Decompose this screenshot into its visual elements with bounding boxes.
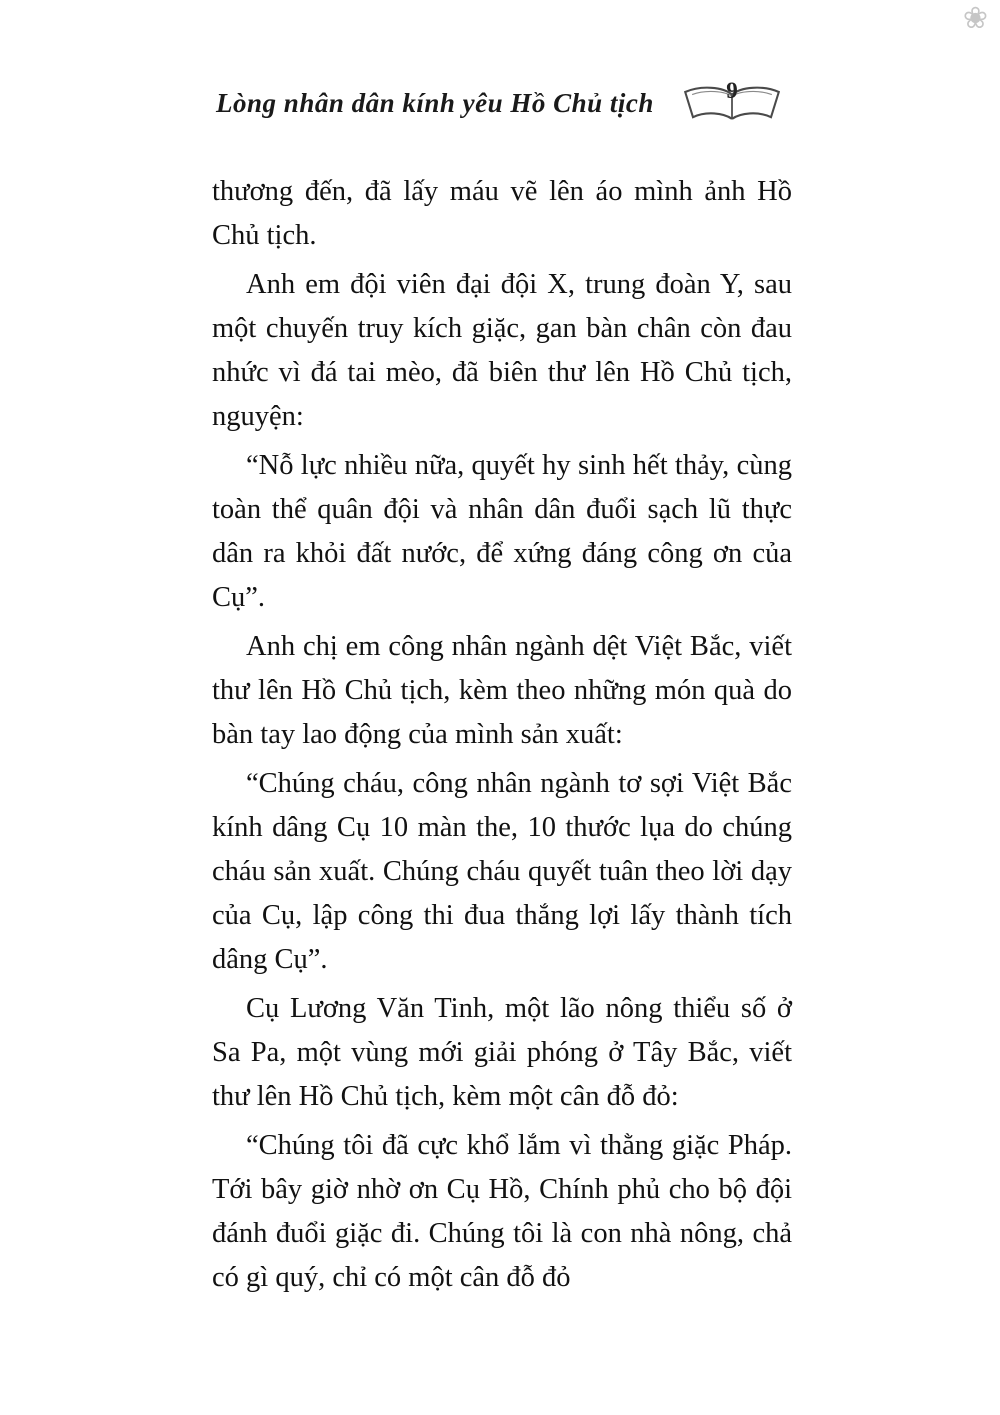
body-text: [212, 170, 792, 1305]
paragraph: “Nỗ lực nhiều nữa, quyết hy sinh hết thảy, cùng toàn thể quân đội và nhân dân đuổi sạch lũ thực dân ra khỏi đất nước, để xứng đáng công ơn của Cụ”.: [212, 450, 792, 613]
paragraph: thương đến, đã lấy máu vẽ lên áo mình ảnh Hồ Chủ tịch.: [212, 176, 792, 251]
page-number: 9: [726, 78, 738, 103]
paragraph: Anh chị em công nhân ngành dệt Việt Bắc, viết thư lên Hồ Chủ tịch, kèm theo những món quà do bàn tay lao động của mình sản xuất:: [212, 631, 792, 750]
paragraph: Anh em đội viên đại đội X, trung đoàn Y, sau một chuyến truy kích giặc, gan bàn chân còn đau nhức vì đá tai mèo, đã biên thư lên Hồ Chủ tịch, nguyện:: [212, 269, 792, 432]
running-header-title: Lòng nhân dân kính yêu Hồ Chủ tịch: [216, 87, 654, 118]
paragraph: “Chúng tôi đã cực khổ lắm vì thằng giặc Pháp. Tới bây giờ nhờ ơn Cụ Hồ, Chính phủ cho bộ đội đánh đuổi giặc đi. Chúng tôi là con nhà nông, chả có gì quý, chỉ có một cân đỗ đỏ: [212, 1130, 792, 1293]
paragraph: Cụ Lương Văn Tinh, một lão nông thiểu số ở Sa Pa, một vùng mới giải phóng ở Tây Bắc, viết thư lên Hồ Chủ tịch, kèm một cân đỗ đỏ:: [212, 993, 792, 1112]
flower-ornament-icon: ❀: [962, 1, 988, 36]
paragraph: “Chúng cháu, công nhân ngành tơ sợi Việt Bắc kính dâng Cụ 10 màn the, 10 thước lụa do chúng cháu sản xuất. Chúng cháu quyết tuân theo lời dạy của Cụ, lập công thi đua thắng lợi lấy thành tích dâng Cụ”.: [212, 768, 792, 975]
page-header: [0, 80, 1000, 126]
open-book-icon: [680, 80, 784, 126]
